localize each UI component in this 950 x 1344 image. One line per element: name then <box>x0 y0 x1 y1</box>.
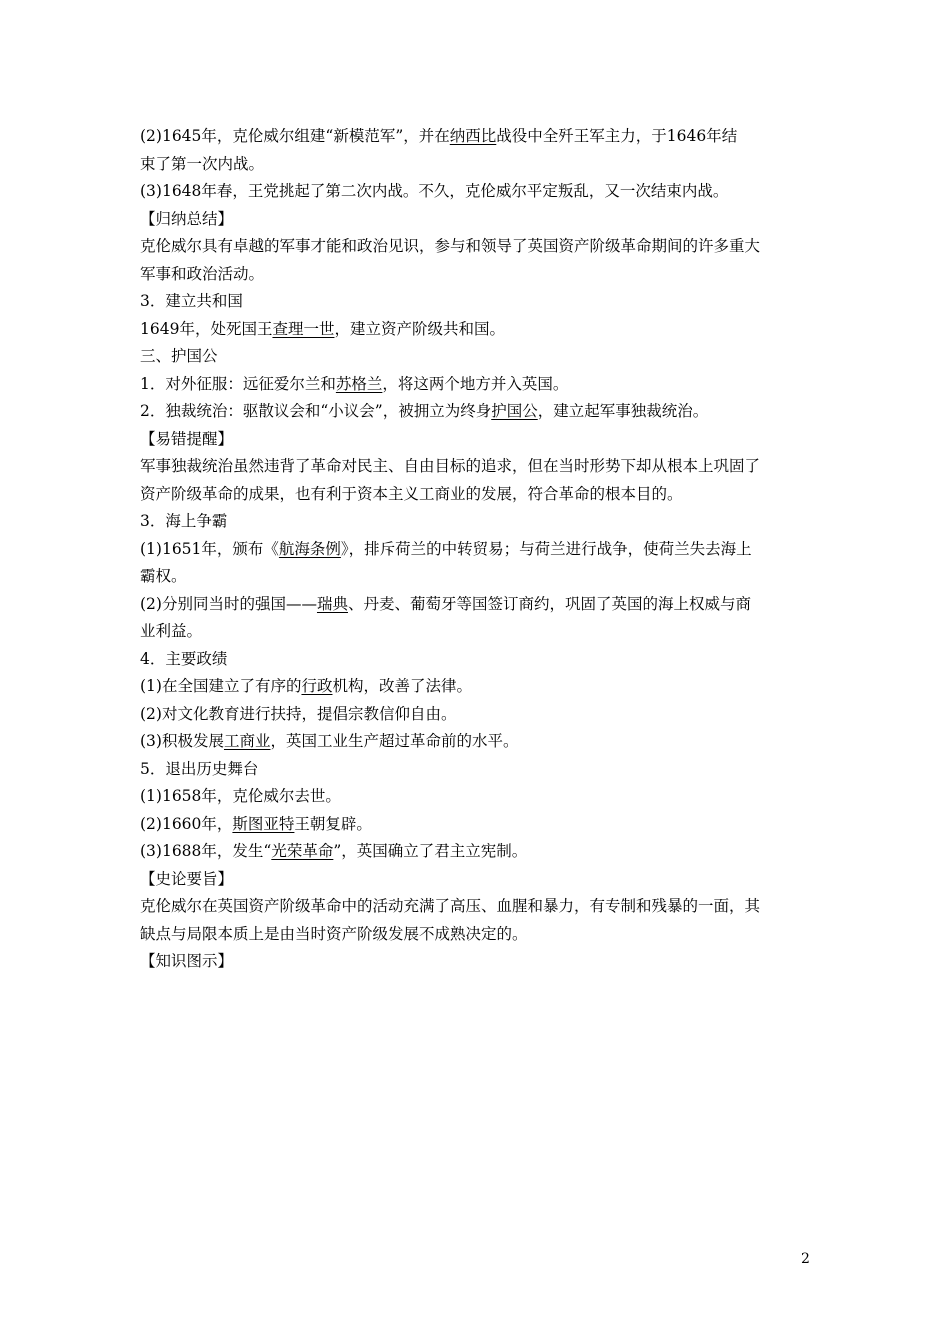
text-run: 【归纳总结】 <box>140 209 234 228</box>
text-line <box>140 649 820 669</box>
text-run: 5．退出历史舞台 <box>140 759 259 778</box>
underlined-term: 瑞典 <box>316 594 348 613</box>
underlined-term: 苏格兰 <box>335 374 383 393</box>
underlined-term: 纳西比 <box>449 127 497 145</box>
text-run: 霸权。 <box>140 567 187 585</box>
text-run: 1．对外征服：远征爱尔兰和 <box>140 374 336 393</box>
text-line <box>140 484 820 504</box>
text-run: 缺点与局限本质上是由当时资产阶级发展不成熟决定的。 <box>140 924 528 943</box>
text-run: (1)1658年，克伦威尔去世。 <box>140 787 341 805</box>
text-line <box>140 676 820 696</box>
text-run: ”，英国确立了君主立宪制。 <box>333 842 528 860</box>
text-run: (1)1651年，颁布《 <box>140 539 279 558</box>
text-run: ，建立资产阶级共和国。 <box>334 319 505 338</box>
text-run: ，建立起军事独裁统治。 <box>537 402 709 420</box>
text-line <box>140 126 820 146</box>
text-run: (1)在全国建立了有序的 <box>140 677 302 695</box>
page-number: 2 <box>801 1251 810 1267</box>
text-run: (2)1645年，克伦威尔组建“新模范军”，并在 <box>140 127 450 145</box>
text-run: 资产阶级革命的成果，也有利于资本主义工商业的发展，符合革命的根本目的。 <box>140 484 683 503</box>
text-line <box>140 154 820 174</box>
text-line <box>140 319 820 339</box>
text-run: 、丹麦、葡萄牙等国签订商约，巩固了英国的海上权威与商 <box>347 594 751 613</box>
text-line <box>140 456 820 476</box>
text-run: 克伦威尔具有卓越的军事才能和政治见识，参与和领导了英国资产阶级革命期间的许多重大 <box>140 237 761 255</box>
text-line <box>140 346 820 366</box>
text-run: 2．独裁统治：驱散议会和“小议会”，被拥立为终身 <box>140 402 492 420</box>
underlined-term: 航海条例 <box>278 539 341 558</box>
text-run: 》，排斥荷兰的中转贸易；与荷兰进行战争，使荷兰失去海上 <box>340 539 752 558</box>
text-run: 军事和政治活动。 <box>140 264 265 283</box>
text-line <box>140 731 820 751</box>
text-run: 束了第一次内战。 <box>140 154 265 173</box>
text-line <box>140 621 820 641</box>
text-line <box>140 924 820 944</box>
text-line <box>140 841 820 861</box>
text-line <box>140 951 820 971</box>
text-run: (3)1688年，发生“ <box>140 842 272 860</box>
text-line <box>140 814 820 834</box>
text-line <box>140 374 820 394</box>
underlined-term: 护国公 <box>491 402 538 420</box>
text-line <box>140 759 820 779</box>
text-line <box>140 291 820 311</box>
text-line <box>140 594 820 614</box>
text-line <box>140 704 820 724</box>
text-line <box>140 264 820 284</box>
text-run: 业利益。 <box>140 622 203 640</box>
text-line <box>140 209 820 229</box>
text-run: 克伦威尔在英国资产阶级革命中的活动充满了高压、血腥和暴力，有专制和残暴的一面，其 <box>140 897 761 915</box>
text-line <box>140 539 820 559</box>
text-run: 三、护国公 <box>140 347 218 365</box>
underlined-term: 查理一世 <box>272 319 335 338</box>
text-run: 战役中全歼王军主力，于1646年结 <box>496 127 738 145</box>
text-line <box>140 429 820 449</box>
text-line <box>140 401 820 421</box>
text-line <box>140 896 820 916</box>
text-run: 4．主要政绩 <box>140 649 228 668</box>
text-run: ，将这两个地方并入英国。 <box>382 374 569 393</box>
text-line <box>140 181 820 201</box>
text-line <box>140 786 820 806</box>
text-run: 机构，改善了法律。 <box>332 677 472 695</box>
text-line <box>140 236 820 256</box>
underlined-term: 光荣革命 <box>271 842 334 860</box>
text-run: 【史论要旨】 <box>140 869 234 888</box>
text-run: (2)分别同当时的强国—— <box>140 594 317 613</box>
underlined-term: 工商业 <box>223 732 271 750</box>
underlined-term: 斯图亚特 <box>232 814 295 833</box>
text-run: 王朝复辟。 <box>294 814 372 833</box>
text-run: 【知识图示】 <box>140 952 234 970</box>
text-run: ，英国工业生产超过革命前的水平。 <box>270 732 519 750</box>
text-run: 3．建立共和国 <box>140 292 243 310</box>
text-run: 3．海上争霸 <box>140 512 228 530</box>
text-run: 1649年，处死国王 <box>140 319 273 338</box>
text-line <box>140 869 820 889</box>
text-line <box>140 511 820 531</box>
text-run: (3)1648年春，王党挑起了第二次内战。不久，克伦威尔平定叛乱，又一次结束内战。 <box>140 182 729 200</box>
text-run: (2)对文化教育进行扶持，提倡宗教信仰自由。 <box>140 704 457 723</box>
underlined-term: 行政 <box>301 677 333 695</box>
text-run: (2)1660年， <box>140 814 233 833</box>
text-run: 【易错提醒】 <box>140 429 234 448</box>
text-run: (3)积极发展 <box>140 732 224 750</box>
text-line <box>140 566 820 586</box>
text-run: 军事独裁统治虽然违背了革命对民主、自由目标的追求，但在当时形势下却从根本上巩固了 <box>140 457 761 475</box>
